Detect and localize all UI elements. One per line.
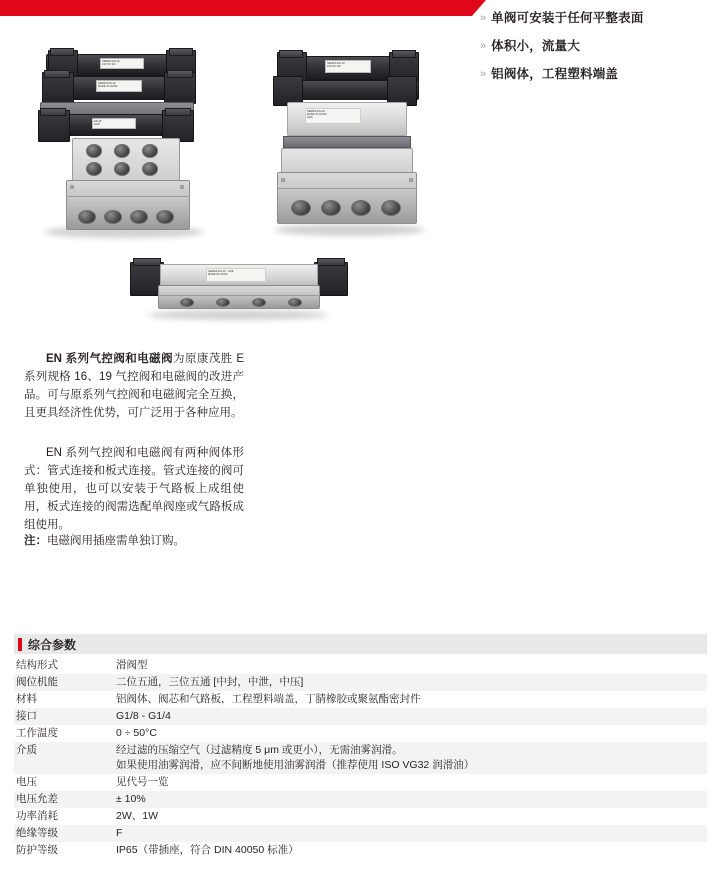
feature-text: 单阀可安装于任何平整表面 (491, 11, 644, 25)
sub-base (277, 172, 417, 224)
spec-value: 滑阀型 (116, 659, 148, 671)
table-row (14, 825, 707, 842)
spec-value: 见代号一览 (116, 776, 169, 788)
valve-assembly-single (259, 52, 439, 237)
chevron-double-right-icon: » (480, 12, 487, 24)
base-port (130, 210, 148, 224)
spec-section-header (14, 634, 707, 654)
chevron-double-right-icon: » (480, 40, 487, 52)
drop-shadow (148, 310, 328, 320)
spec-key: 电压 (16, 776, 37, 788)
base-port (104, 210, 122, 224)
spec-key: 功率消耗 (16, 810, 58, 822)
coil-connector (40, 108, 66, 116)
feature-text: 铝阀体，工程塑料端盖 (491, 67, 619, 81)
description-text: 为原康茂胜 E 系列规格 16、19 气控阀和电磁阀的改进产品。可与原系列气控阀和电磁阀完全互换，且更具经济性优势，可广泛用于各种应用。 (24, 353, 244, 419)
list-item (480, 66, 715, 83)
table-row (14, 842, 707, 859)
spec-key: 工作温度 (16, 727, 58, 739)
spec-value: 2W、1W (116, 810, 158, 822)
table-row (14, 774, 707, 791)
sub-base-top-face (281, 148, 413, 174)
spec-key: 电压允差 (14, 791, 110, 808)
spec-value: G1/8 - G1/4 (110, 708, 707, 725)
base-port (288, 298, 302, 307)
base-port (156, 210, 174, 224)
spec-key: 绝缘等级 (14, 825, 110, 842)
table-row (14, 742, 707, 774)
coil-connector (44, 70, 70, 78)
coil-connector (279, 50, 303, 58)
manifold-port (114, 144, 130, 158)
base-port (291, 200, 311, 216)
base-port (351, 200, 371, 216)
coil-connector (167, 70, 193, 78)
mounting-screw (180, 185, 184, 189)
table-row (14, 691, 707, 708)
spec-value: ± 10% (110, 791, 707, 808)
table-row (14, 808, 707, 825)
series-name: EN 系列气控阀和电磁阀 (46, 353, 174, 365)
description-paragraph-1 (24, 350, 244, 422)
spec-value: F (110, 825, 707, 842)
feature-bullet-list (480, 10, 715, 94)
manifold-port (142, 162, 158, 176)
product-photo-group (24, 40, 444, 330)
mounting-screw (281, 178, 285, 182)
spec-value: 经过滤的压缩空气（过滤精度 5 μm 或更小），无需油雾润滑。 (116, 744, 403, 756)
manifold-port (86, 144, 102, 158)
coil-connector (50, 48, 74, 56)
valve-spacer (283, 136, 411, 148)
valve-assembly-double-solenoid (128, 248, 348, 320)
description-note (24, 532, 244, 550)
mounting-screw (70, 185, 74, 189)
spec-value: IP65（带插座，符合 DIN 40050 标准） (116, 844, 299, 856)
mounting-screw (409, 178, 413, 182)
valve-assembly-manifold (30, 50, 220, 240)
manifold-port (114, 162, 130, 176)
list-item (480, 10, 715, 27)
base-port (216, 298, 230, 307)
printed-label: SERIES EN-19 MADE IN CHINA G1/8 (305, 108, 361, 124)
printed-label: SERIES EN-19 24V DC 2W (100, 58, 144, 69)
coil-connector (165, 108, 191, 116)
coil-connector (169, 48, 193, 56)
table-row (14, 708, 707, 725)
printed-label: SERIES EN-19 24V DC 2W (325, 60, 371, 73)
spec-value: 二位五通，三位五通 [中封，中泄，中压] (110, 674, 707, 691)
spec-key: 材料 (16, 693, 37, 705)
accent-marker (18, 638, 22, 651)
note-text: 电磁阀用插座需单独订购。 (47, 535, 185, 547)
spec-value-group (110, 742, 707, 774)
spec-value: 0 ÷ 50°C (116, 727, 157, 739)
base-edge-line (158, 295, 320, 296)
specification-table (14, 657, 707, 859)
spec-value: 铝阀体、阀芯和气路板，工程塑料端盖，丁腈橡胶或聚氨酯密封件 (116, 693, 421, 705)
table-row (14, 657, 707, 674)
top-red-bar (0, 0, 472, 16)
drop-shadow (275, 224, 425, 236)
spec-key: 接口 (14, 708, 110, 725)
chevron-double-right-icon: » (480, 68, 487, 80)
coil-connector (392, 50, 416, 58)
table-row (14, 725, 707, 742)
spec-key: 结构形式 (16, 659, 58, 671)
manifold-edge-line (66, 196, 190, 197)
table-row (14, 674, 707, 691)
printed-label: EN-16 G1/8 (92, 118, 136, 129)
printed-label: SERIES EN-19 G1/8 MADE IN CHINA (206, 268, 266, 282)
sub-base-edge-line (277, 188, 417, 189)
base-port (252, 298, 266, 307)
list-item (480, 38, 715, 55)
base-port (78, 210, 96, 224)
spec-value-secondary: 如果使用油雾润滑，应不间断地使用油雾润滑（推荐使用 ISO VG32 润滑油） (116, 759, 475, 771)
coil-connector (133, 258, 161, 266)
section-title: 综合参数 (28, 637, 77, 652)
coil-connector (317, 258, 345, 266)
spec-key: 阀位机能 (14, 674, 110, 691)
spec-key: 介质 (14, 742, 110, 774)
base-port (381, 200, 401, 216)
table-row (14, 791, 707, 808)
note-label: 注： (24, 535, 47, 547)
description-text: EN 系列气控阀和电磁阀有两种阀体形式：管式连接和板式连接。管式连接的阀可单独使用，也可以安装于气路板上成组使用，板式连接的阀需选配单阀座或气路板成组使用。 (24, 447, 244, 531)
spec-key: 防护等级 (16, 844, 58, 856)
base-port (321, 200, 341, 216)
manifold-port (142, 144, 158, 158)
printed-label: SERIES EN-19 MADE IN CHINA (96, 80, 142, 92)
description-paragraph-2 (24, 444, 244, 534)
feature-text: 体积小，流量大 (491, 39, 581, 53)
base-port (180, 298, 194, 307)
manifold-port (86, 162, 102, 176)
